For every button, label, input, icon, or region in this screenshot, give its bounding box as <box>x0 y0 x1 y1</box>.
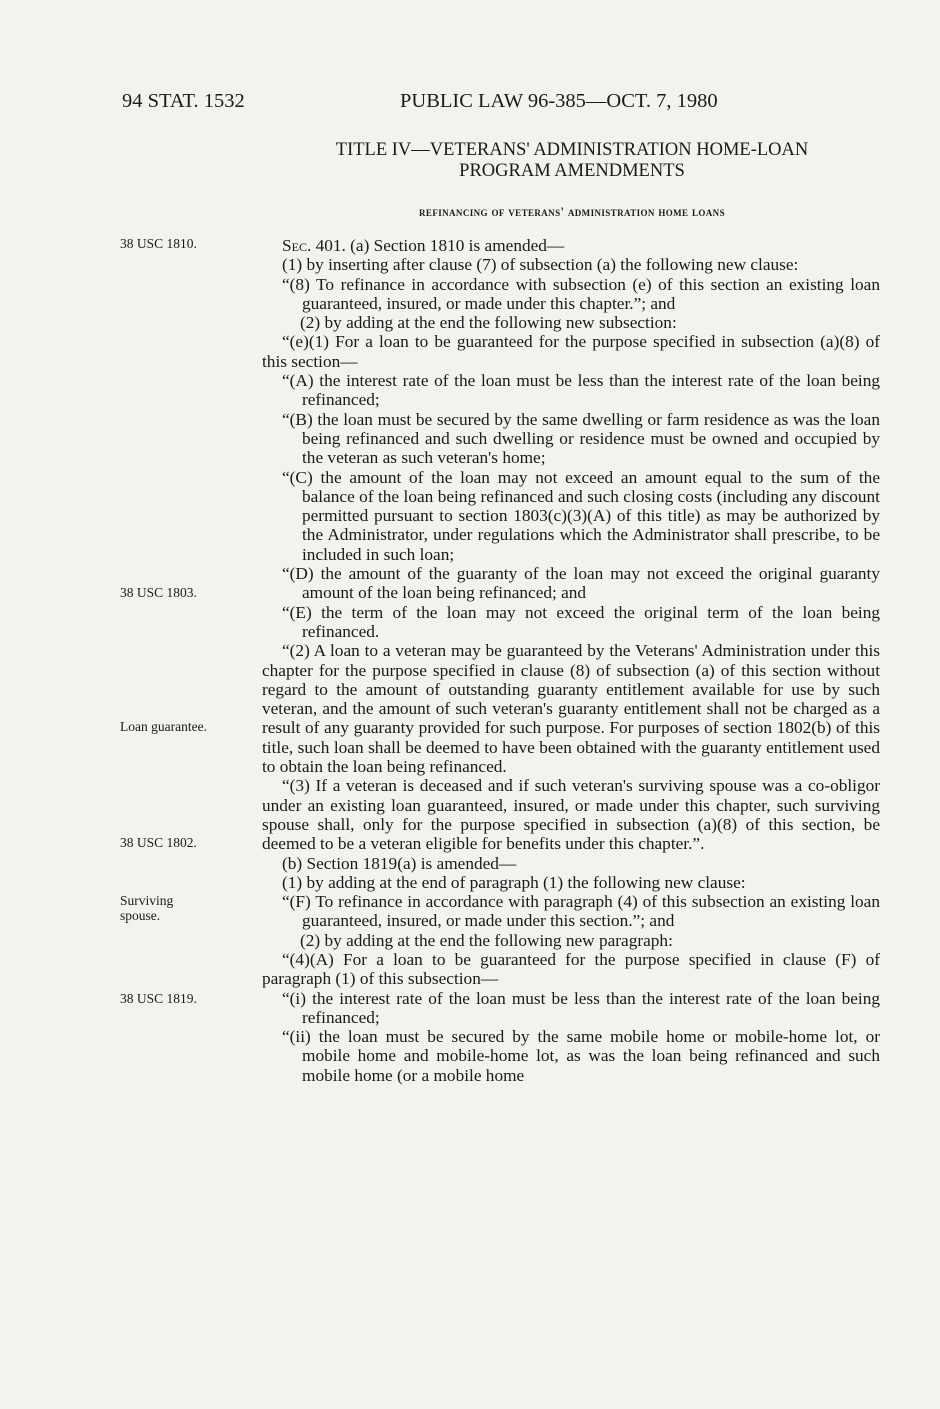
public-law-citation: PUBLIC LAW 96-385—OCT. 7, 1980 <box>400 90 718 112</box>
paragraph: “(4)(A) For a loan to be guaranteed for the purpose specified in clause (F) of paragraph (1) of this subsection— <box>262 949 880 989</box>
paragraph: “(i) the interest rate of the loan must be less than the interest rate of the loan being refinanced; <box>282 988 880 1027</box>
paragraph: “(E) the term of the loan may not exceed the original term of the loan being refinanced. <box>282 602 880 641</box>
paragraph: (1) by adding at the end of paragraph (1) the following new clause: <box>282 872 746 892</box>
paragraph: “(B) the loan must be secured by the same dwelling or farm residence as was the loan being refinanced and such dwelling or residence must be owned and occupied by the veteran as such veteran's home; <box>282 409 880 468</box>
paragraph: “(A) the interest rate of the loan must be less than the interest rate of the loan being refinanced; <box>282 371 880 410</box>
paragraph: “(e)(1) For a loan to be guaranteed for the purpose specified in subsection (a)(8) of this section— <box>262 332 880 371</box>
paragraph: (2) by adding at the end the following new subsection: <box>300 313 677 333</box>
title-heading <box>262 140 882 182</box>
paragraph: (2) by adding at the end the following new paragraph: <box>300 930 673 950</box>
section-subheading: refinancing of veterans' administration home loans <box>419 205 725 219</box>
margin-note: Loan guarantee. <box>120 719 207 734</box>
paragraph: “(F) To refinance in accordance with paragraph (4) of this subsection an existing loan guaranteed, insured, or made under this section.”; and <box>282 892 880 931</box>
paragraph: (1) by inserting after clause (7) of subsection (a) the following new clause: <box>282 255 799 275</box>
title-line-1: TITLE IV—VETERANS' ADMINISTRATION HOME-LOAN <box>335 140 809 160</box>
paragraph: Sec. 401. (a) Section 1810 is amended— <box>282 236 565 255</box>
paragraph: “(D) the amount of the guaranty of the loan may not exceed the original guaranty amount of the loan being refinanced; and <box>282 564 880 603</box>
paragraph: “(8) To refinance in accordance with subsection (e) of this section an existing loan guaranteed, insured, or made under this chapter.”; and <box>282 274 880 313</box>
statute-page-number: 94 STAT. 1532 <box>122 90 245 112</box>
margin-note: 38 USC 1803. <box>120 585 197 600</box>
paragraph: “(3) If a veteran is deceased and if such veteran's surviving spouse was a co-obligor under an existing loan guaranteed, insured, or made under this chapter, such surviving spouse shall, only for the purpose specified in subsection (a)(8) of this section, be deemed to be a veteran eligible for benefits under this chapter.”. <box>262 776 880 854</box>
margin-note: Surviving spouse. <box>120 893 174 923</box>
paragraph: “(ii) the loan must be secured by the same mobile home or mobile-home lot, or mobile home and mobile-home lot, as was the loan being refinanced and such mobile home (or a mobile home <box>282 1027 880 1085</box>
margin-note: 38 USC 1802. <box>120 835 197 850</box>
title-line-2: PROGRAM AMENDMENTS <box>459 161 685 181</box>
paragraph: (b) Section 1819(a) is amended— <box>282 853 517 873</box>
section-label: Sec. <box>282 236 312 255</box>
statute-body <box>262 236 880 1085</box>
margin-note: 38 USC 1819. <box>120 991 197 1006</box>
margin-note: 38 USC 1810. <box>120 236 197 251</box>
paragraph: “(C) the amount of the loan may not exceed an amount equal to the sum of the balance of the loan being refinanced and such closing costs (including any discount permitted pursuant to section 1803(c)(3)(A) of this title) as may be authorized by the Administrator, under regulations which the Administrator shall prescribe, to be included in such loan; <box>282 467 880 564</box>
paragraph: “(2) A loan to a veteran may be guaranteed by the Veterans' Administration under this chapter for the purpose specified in clause (8) of subsection (a) of this section without regard to the amount of outstanding guaranty entitlement available for use by such veteran, and the amount of such veteran's guaranty entitlement shall not be charged as a result of any guaranty provided for such purpose. For purposes of section 1802(b) of this title, such loan shall be deemed to have been obtained with the guaranty entitlement used to obtain the loan being refinanced. <box>262 641 880 777</box>
